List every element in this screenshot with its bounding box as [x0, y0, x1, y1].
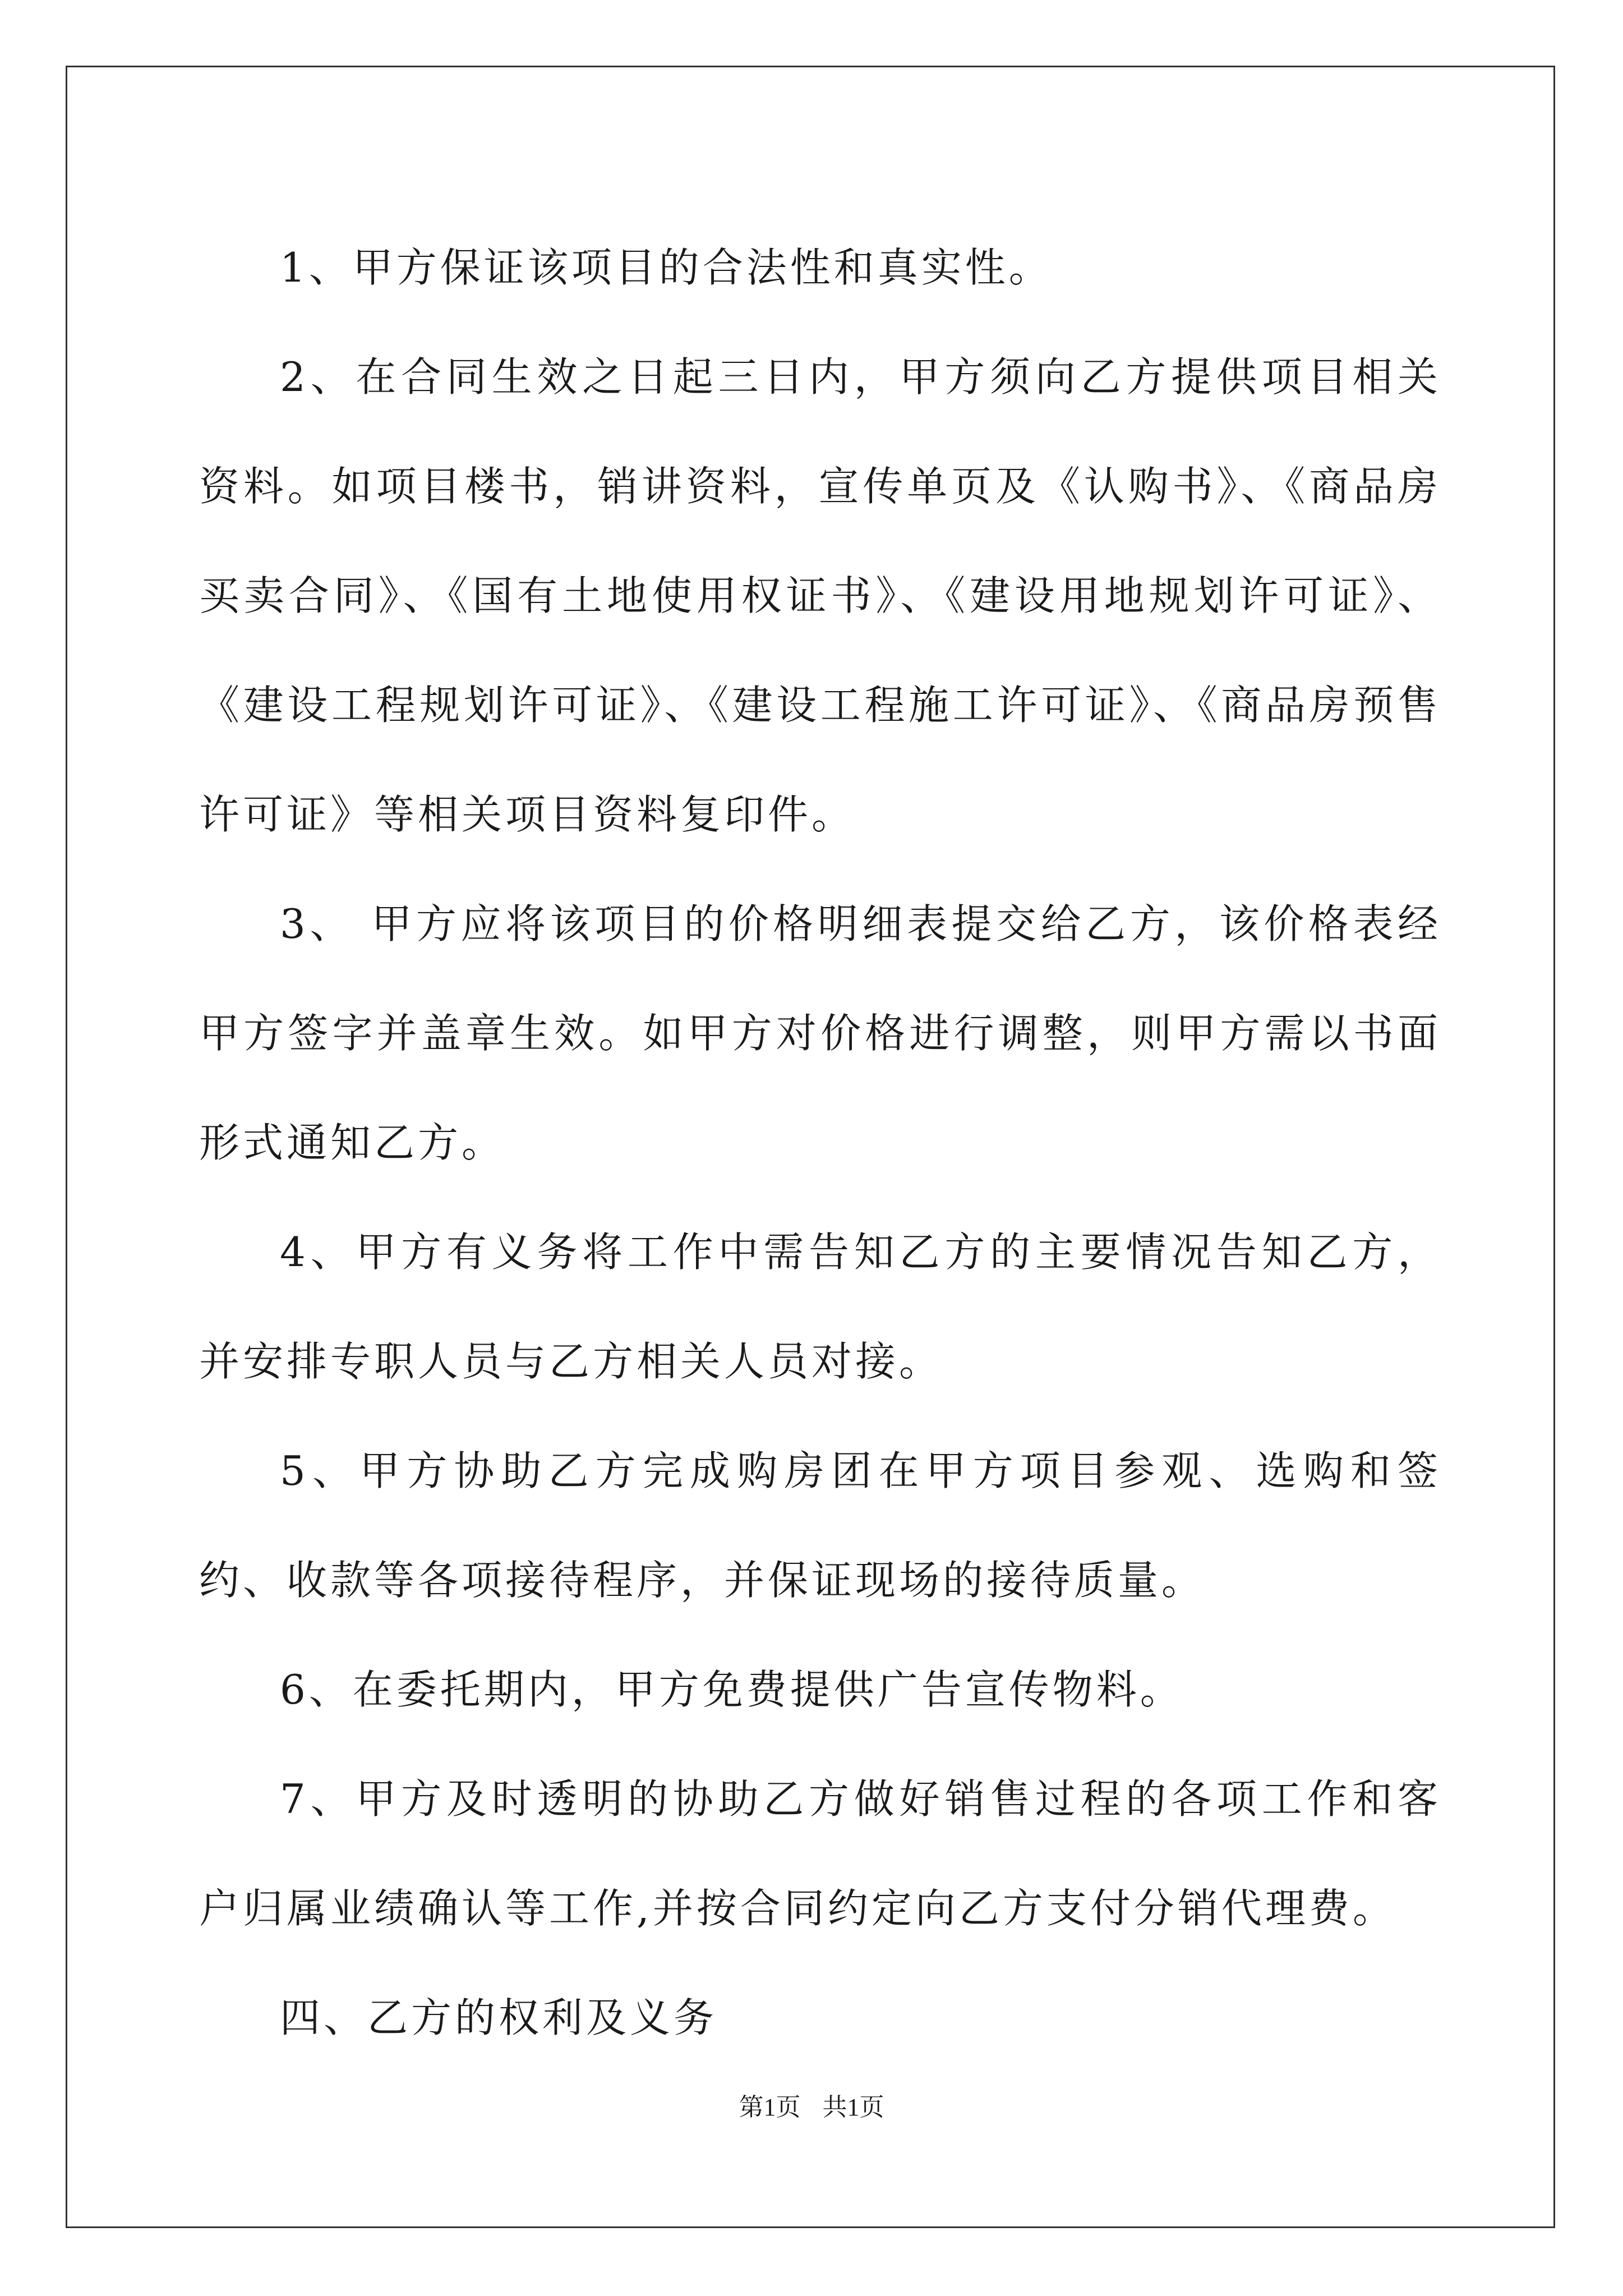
- clause-paragraph: 7、甲方及时透明的协助乙方做好销售过程的各项工作和客户归属业绩确认等工作,并按合同约定向乙方支付分销代理费。: [199, 1775, 1441, 1932]
- page-total: 共1页: [822, 2093, 884, 2121]
- page-footer: [0, 2087, 1623, 2123]
- section-heading: 四、乙方的权利及义务: [280, 1994, 718, 2041]
- clause-paragraph: 3、 甲方应将该项目的价格明细表提交给乙方，该价格表经甲方签字并盖章生效。如甲方对价格进行调整，则甲方需以书面形式通知乙方。: [199, 900, 1441, 1166]
- clause-paragraph: 4、甲方有义务将工作中需告知乙方的主要情况告知乙方，并安排专职人员与乙方相关人员对接。: [199, 1228, 1441, 1385]
- clause-paragraph: 1、甲方保证该项目的合法性和真实性。: [280, 244, 1053, 291]
- clause-paragraph: 2、在合同生效之日起三日内，甲方须向乙方提供项目相关资料。如项目楼书，销讲资料，宣传单页及《认购书》、《商品房买卖合同》、《国有土地使用权证书》、《建设用地规划许可证》、《建设工程规划许可证》、《建设工程施工许可证》、《商品房预售许可证》等相关项目资料复印件。: [199, 353, 1441, 838]
- clause-paragraph: 5、甲方协助乙方完成购房团在甲方项目参观、选购和签约、收款等各项接待程序，并保证现场的接待质量。: [199, 1447, 1441, 1604]
- document-body: [199, 213, 1441, 2073]
- clause-paragraph: 6、在委托期内，甲方免费提供广告宣传物料。: [280, 1666, 1184, 1713]
- page-number: 第1页: [739, 2093, 801, 2121]
